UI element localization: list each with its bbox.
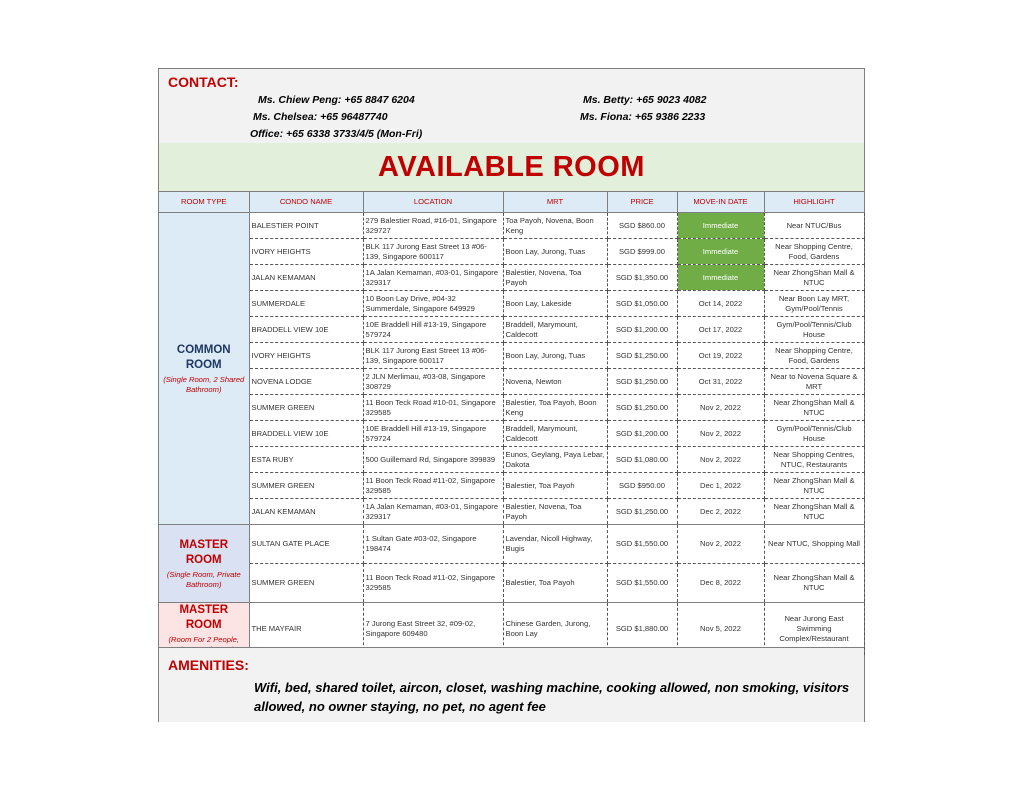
condo-cell: THE MAYFAIR (249, 603, 363, 656)
highlight-cell: Gym/Pool/Tennis/Club House (764, 317, 864, 343)
highlight-cell: Near Shopping Centre, Food, Gardens (764, 239, 864, 265)
move-in-cell: Immediate (677, 239, 764, 265)
condo-cell: SUMMERDALE (249, 291, 363, 317)
mrt-cell: Boon Lay, Jurong, Tuas (503, 343, 607, 369)
room-type-note: (Single Room, 2 Shared Bathroom) (163, 374, 245, 394)
contact-line: Ms. Betty: +65 9023 4082 (583, 94, 707, 106)
table-row (159, 291, 864, 317)
price-cell: SGD $1,080.00 (607, 447, 677, 473)
col-header: HIGHLIGHT (764, 192, 864, 213)
location-cell: 279 Balestier Road, #16-01, Singapore 329727 (363, 213, 503, 239)
mrt-cell: Chinese Garden, Jurong, Boon Lay (503, 603, 607, 656)
condo-cell: IVORY HEIGHTS (249, 239, 363, 265)
move-in-cell: Oct 14, 2022 (677, 291, 764, 317)
price-cell: SGD $999.00 (607, 239, 677, 265)
table-row (159, 447, 864, 473)
col-header: LOCATION (363, 192, 503, 213)
mrt-cell: Novena, Newton (503, 369, 607, 395)
condo-cell: SULTAN GATE PLACE (249, 525, 363, 564)
table-row (159, 499, 864, 525)
col-header: MOVE-IN DATE (677, 192, 764, 213)
condo-cell: SUMMER GREEN (249, 564, 363, 603)
mrt-cell: Boon Lay, Jurong, Tuas (503, 239, 607, 265)
mrt-cell: Balestier, Novena, Toa Payoh (503, 499, 607, 525)
condo-cell: BALESTIER POINT (249, 213, 363, 239)
mrt-cell: Boon Lay, Lakeside (503, 291, 607, 317)
table-row (159, 564, 864, 603)
highlight-cell: Near ZhongShan Mall & NTUC (764, 499, 864, 525)
table-row (159, 395, 864, 421)
mrt-cell: Balestier, Toa Payoh, Boon Keng (503, 395, 607, 421)
room-type-note: (Room For 2 People, (168, 635, 239, 644)
move-in-cell: Dec 2, 2022 (677, 499, 764, 525)
price-cell: SGD $1,250.00 (607, 369, 677, 395)
location-cell: 7 Jurong East Street 32, #09-02, Singapore 609480 (363, 603, 503, 656)
amenities-text: Wifi, bed, shared toilet, aircon, closet, washing machine, cooking allowed, non smoking, visitors allowed, no owner staying, no pet, no agent fee (254, 680, 850, 714)
price-cell: SGD $1,250.00 (607, 395, 677, 421)
highlight-cell: Near ZhongShan Mall & NTUC (764, 473, 864, 499)
move-in-cell: Immediate (677, 213, 764, 239)
price-cell: SGD $1,250.00 (607, 343, 677, 369)
mrt-cell: Eunos, Geylang, Paya Lebar, Dakota (503, 447, 607, 473)
table-row (159, 421, 864, 447)
price-cell: SGD $1,550.00 (607, 564, 677, 603)
condo-cell: JALAN KEMAMAN (249, 265, 363, 291)
highlight-cell: Near ZhongShan Mall & NTUC (764, 564, 864, 603)
location-cell: 10 Boon Lay Drive, #04-32 Summerdale, Singapore 649929 (363, 291, 503, 317)
col-header: PRICE (607, 192, 677, 213)
page-title: AVAILABLE ROOM (378, 151, 645, 183)
price-cell: SGD $860.00 (607, 213, 677, 239)
mrt-cell: Lavendar, Nicoll Highway, Bugis (503, 525, 607, 564)
highlight-cell: Near NTUC, Shopping Mall (764, 525, 864, 564)
table-row (159, 525, 864, 564)
condo-cell: SUMMER GREEN (249, 473, 363, 499)
mrt-cell: Braddell, Marymount, Caldecott (503, 421, 607, 447)
move-in-cell: Nov 2, 2022 (677, 395, 764, 421)
condo-cell: IVORY HEIGHTS (249, 343, 363, 369)
title-band (159, 143, 864, 192)
condo-cell: JALAN KEMAMAN (249, 499, 363, 525)
mrt-cell: Balestier, Toa Payoh (503, 473, 607, 499)
amenities-title: AMENITIES: (168, 657, 249, 673)
room-type-note: (Single Room, Private Bathroom) (166, 569, 241, 589)
highlight-cell: Near Shopping Centre, Food, Gardens (764, 343, 864, 369)
location-cell: 1A Jalan Kemaman, #03-01, Singapore 329317 (363, 499, 503, 525)
condo-cell: BRADDELL VIEW 10E (249, 421, 363, 447)
move-in-cell: Nov 5, 2022 (677, 603, 764, 656)
mrt-cell: Balestier, Novena, Toa Payoh (503, 265, 607, 291)
highlight-cell: Near Jurong East Swimming Complex/Restaurant (764, 603, 864, 656)
move-in-cell: Oct 31, 2022 (677, 369, 764, 395)
move-in-cell: Oct 19, 2022 (677, 343, 764, 369)
condo-cell: SUMMER GREEN (249, 395, 363, 421)
move-in-cell: Dec 1, 2022 (677, 473, 764, 499)
move-in-cell: Immediate (677, 265, 764, 291)
move-in-cell: Nov 2, 2022 (677, 447, 764, 473)
mrt-cell: Braddell, Marymount, Caldecott (503, 317, 607, 343)
location-cell: 11 Boon Teck Road #11-02, Singapore 329585 (363, 473, 503, 499)
price-cell: SGD $1,250.00 (607, 499, 677, 525)
location-cell: 11 Boon Teck Road #11-02, Singapore 329585 (363, 564, 503, 603)
location-cell: 10E Braddell Hill #13-19, Singapore 579724 (363, 421, 503, 447)
price-cell: SGD $1,350.00 (607, 265, 677, 291)
move-in-cell: Nov 2, 2022 (677, 421, 764, 447)
price-cell: SGD $950.00 (607, 473, 677, 499)
room-type-name: COMMON ROOM (176, 343, 231, 371)
condo-cell: ESTA RUBY (249, 447, 363, 473)
location-cell: 500 Guillemard Rd, Singapore 399839 (363, 447, 503, 473)
highlight-cell: Near Boon Lay MRT, Gym/Pool/Tennis (764, 291, 864, 317)
contact-line: Ms. Chiew Peng: +65 8847 6204 (258, 94, 415, 106)
contact-line: Office: +65 6338 3733/4/5 (Mon-Fri) (250, 128, 423, 140)
amenities-section (159, 647, 864, 722)
room-type-cell (159, 213, 249, 525)
room-type-name: MASTER ROOM (179, 538, 229, 566)
price-cell: SGD $1,880.00 (607, 603, 677, 656)
price-cell: SGD $1,550.00 (607, 525, 677, 564)
location-cell: BLK 117 Jurong East Street 13 #06-139, Singapore 600117 (363, 239, 503, 265)
table-header-row (159, 192, 864, 213)
table-row (159, 213, 864, 239)
contact-section (159, 69, 864, 144)
price-cell: SGD $1,050.00 (607, 291, 677, 317)
table-row (159, 265, 864, 291)
table-row (159, 369, 864, 395)
highlight-cell: Near ZhongShan Mall & NTUC (764, 265, 864, 291)
location-cell: 10E Braddell Hill #13-19, Singapore 579724 (363, 317, 503, 343)
table-row (159, 343, 864, 369)
contact-line: Ms. Fiona: +65 9386 2233 (580, 111, 706, 123)
move-in-cell: Oct 17, 2022 (677, 317, 764, 343)
location-cell: BLK 117 Jurong East Street 13 #06-139, Singapore 600117 (363, 343, 503, 369)
table-row (159, 239, 864, 265)
location-cell: 1A Jalan Kemaman, #03-01, Singapore 329317 (363, 265, 503, 291)
highlight-cell: Near to Novena Square & MRT (764, 369, 864, 395)
mrt-cell: Toa Payoh, Novena, Boon Keng (503, 213, 607, 239)
table-row (159, 317, 864, 343)
room-table (159, 192, 865, 656)
location-cell: 1 Sultan Gate #03-02, Singapore 198474 (363, 525, 503, 564)
location-cell: 11 Boon Teck Road #10-01, Singapore 329585 (363, 395, 503, 421)
table-body (159, 213, 864, 656)
highlight-cell: Near ZhongShan Mall & NTUC (764, 395, 864, 421)
col-header: MRT (503, 192, 607, 213)
mrt-cell: Balestier, Toa Payoh (503, 564, 607, 603)
price-cell: SGD $1,200.00 (607, 317, 677, 343)
price-cell: SGD $1,200.00 (607, 421, 677, 447)
condo-cell: NOVENA LODGE (249, 369, 363, 395)
highlight-cell: Near Shopping Centres, NTUC, Restaurants (764, 447, 864, 473)
table-row (159, 473, 864, 499)
contact-line: Ms. Chelsea: +65 96487740 (253, 111, 388, 123)
room-type-name: MASTER ROOM (179, 604, 229, 631)
highlight-cell: Gym/Pool/Tennis/Club House (764, 421, 864, 447)
highlight-cell: Near NTUC/Bus (764, 213, 864, 239)
contact-title: CONTACT: (168, 74, 239, 90)
move-in-cell: Nov 2, 2022 (677, 525, 764, 564)
location-cell: 2 JLN Merlimau, #03-08, Singapore 308729 (363, 369, 503, 395)
room-type-cell (159, 525, 249, 603)
move-in-cell: Dec 8, 2022 (677, 564, 764, 603)
condo-cell: BRADDELL VIEW 10E (249, 317, 363, 343)
col-header: ROOM TYPE (159, 192, 249, 213)
col-header: CONDO NAME (249, 192, 363, 213)
room-listing-sheet (158, 68, 865, 722)
